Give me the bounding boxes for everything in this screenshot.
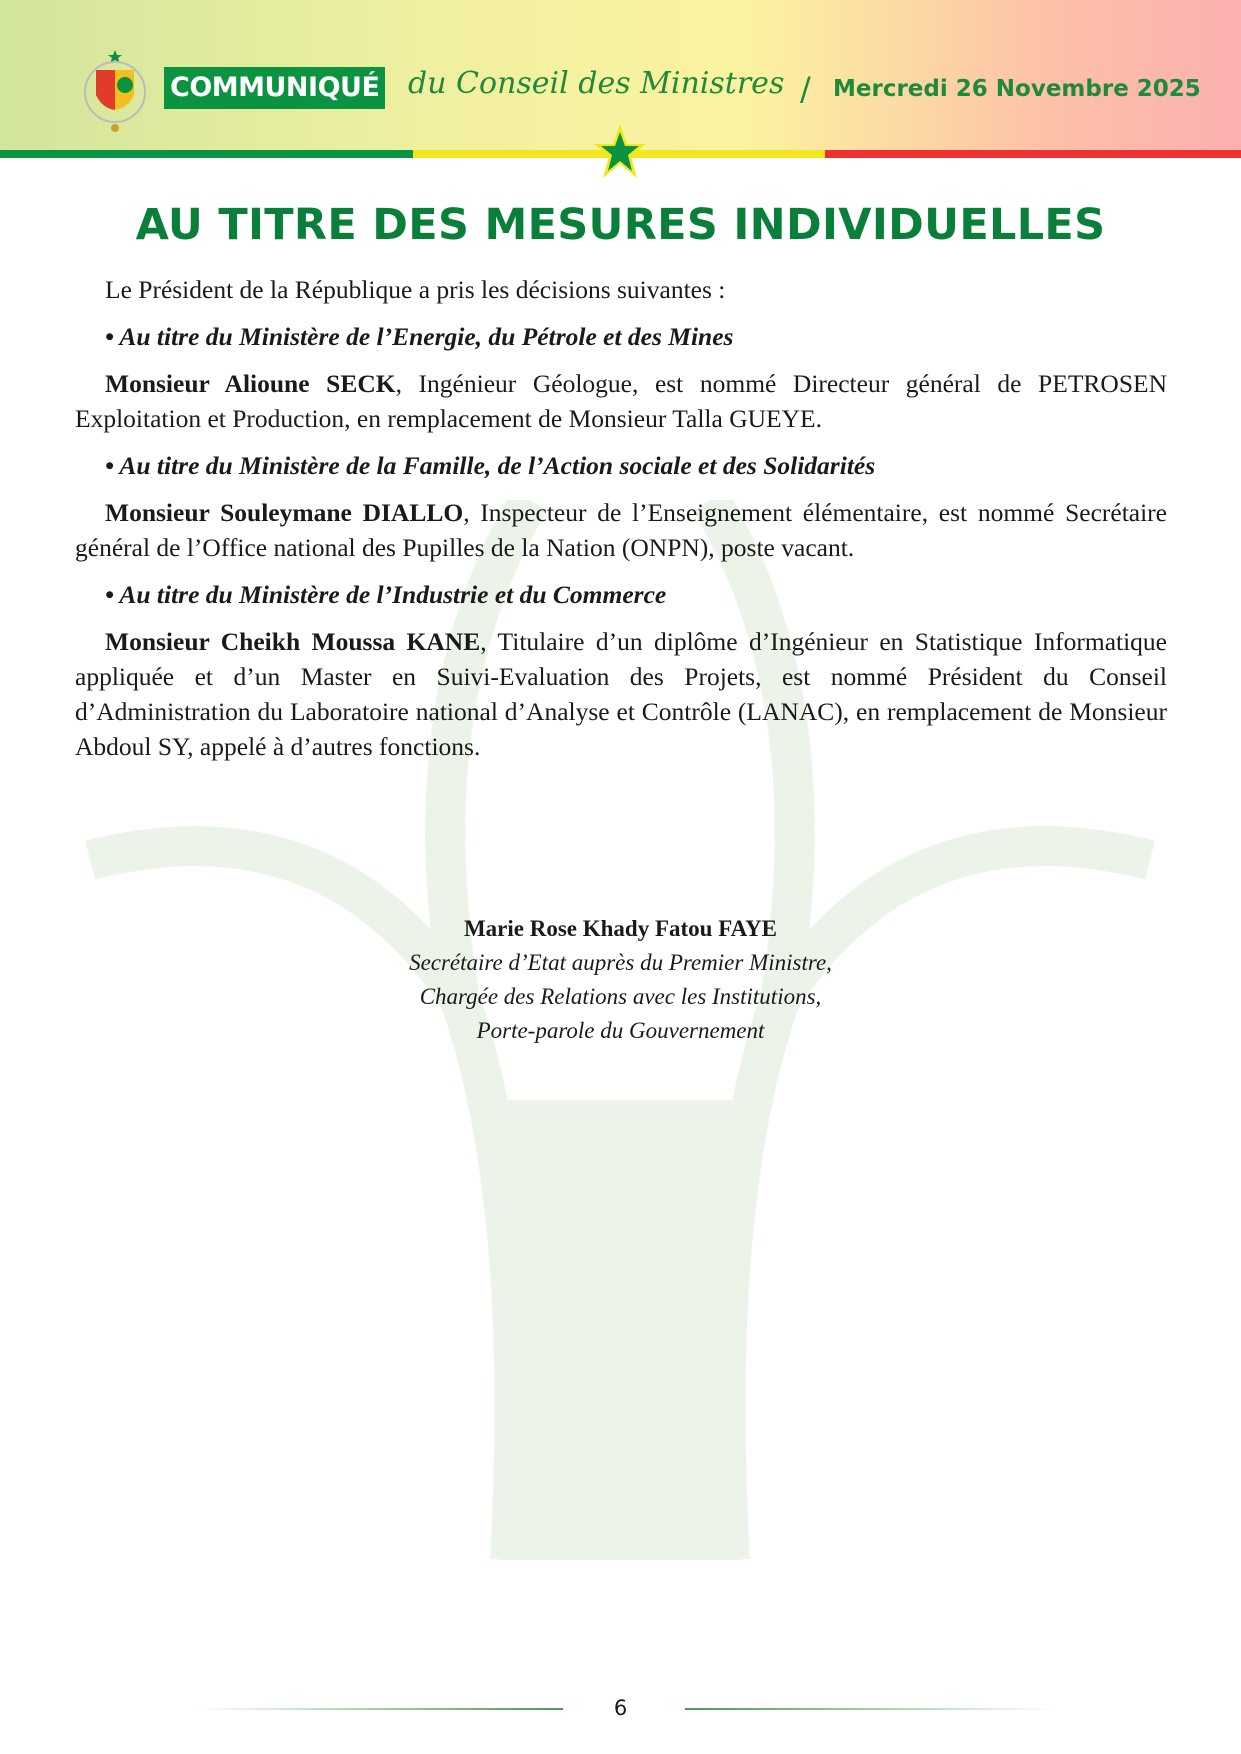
document-body <box>75 272 1167 776</box>
section-title: AU TITRE DES MESURES INDIVIDUELLES <box>135 200 1106 250</box>
ministry-heading: • Au titre du Ministère de la Famille, de l’Action sociale et des Solidarités <box>105 451 876 480</box>
signatory-title: Porte-parole du Gouvernement <box>476 1018 765 1043</box>
ministry-heading: • Au titre du Ministère de l’Energie, du Pétrole et des Mines <box>105 322 734 351</box>
page-number: 6 <box>613 1696 628 1720</box>
communique-badge: COMMUNIQUÉ <box>164 67 385 109</box>
intro-paragraph: Le Président de la République a pris les décisions suivantes : <box>105 275 726 304</box>
signature-block <box>0 912 1241 1048</box>
signatory-title: Secrétaire d’Etat auprès du Premier Ministre, <box>409 950 832 975</box>
appointee-name: Monsieur Alioune SECK <box>105 369 396 398</box>
appointment-paragraph <box>75 624 1167 764</box>
star-icon <box>594 124 646 178</box>
flag-stripe-red <box>825 150 1241 158</box>
flag-stripe-green <box>0 150 413 158</box>
appointment-text: , Inspecteur de l’Enseignement élémentaire, est nommé Secrétaire général de l’Office national des Pupilles de la Nation (ONPN), poste vacant. <box>75 498 1167 562</box>
footer-divider <box>195 1708 563 1710</box>
appointment-text: , Ingénieur Géologue, est nommé Directeur général de PETROSEN Exploitation et Production, en remplacement de Monsieur Talla GUEYE. <box>75 369 1167 433</box>
signatory-name: Marie Rose Khady Fatou FAYE <box>463 916 778 941</box>
header-subtitle: du Conseil des Ministres <box>408 66 785 101</box>
appointee-name: Monsieur Cheikh Moussa KANE <box>105 627 481 656</box>
footer-divider <box>685 1708 1055 1710</box>
header-separator: / <box>800 70 811 108</box>
appointee-name: Monsieur Souleymane DIALLO <box>105 498 464 527</box>
coat-of-arms-icon <box>80 50 150 135</box>
appointment-paragraph <box>75 366 1167 436</box>
header-date: Mercredi 26 Novembre 2025 <box>833 76 1201 102</box>
appointment-text: , Titulaire d’un diplôme d’Ingénieur en Statistique Informatique appliquée et d’un Master en Suivi-Evaluation des Projets, est nommé Président du Conseil d’Administration du Laboratoire national d’Analyse et Contrôle (LANAC), en remplacement de Monsieur Abdoul SY, appelé à d’autres fonctions. <box>75 627 1167 761</box>
appointment-paragraph <box>75 495 1167 565</box>
signatory-title: Chargée des Relations avec les Institutions, <box>419 984 822 1009</box>
ministry-heading: • Au titre du Ministère de l’Industrie et du Commerce <box>105 580 667 609</box>
